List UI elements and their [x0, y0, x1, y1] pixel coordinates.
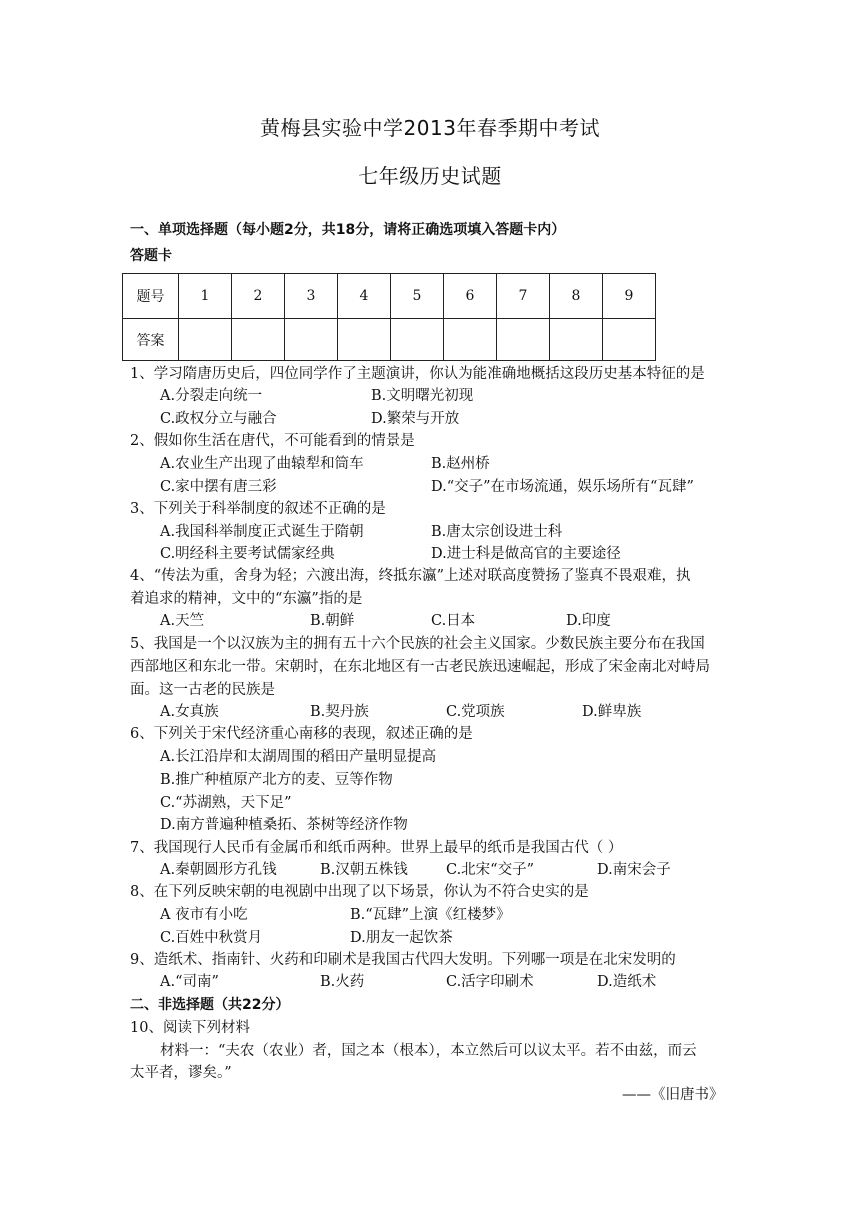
option-c: C.政权分立与融合 [160, 411, 277, 427]
answer-cell[interactable] [179, 319, 232, 361]
question-stem-cont: 面。这一古老的民族是 [130, 682, 275, 698]
question-stem: 1、学习隋唐历史后，四位同学作了主题演讲，你认为能准确地概括这段历史基本特征的是 [130, 366, 705, 382]
question-stem-cont: 西部地区和东北一带。宋朝时，在东北地区有一古老民族迅速崛起，形成了宋金南北对峙局 [130, 659, 710, 675]
answer-cell[interactable] [285, 319, 338, 361]
option-d: D.朋友一起饮茶 [350, 930, 453, 946]
table-cell: 5 [391, 274, 444, 319]
option-c: C.日本 [431, 613, 476, 629]
table-cell: 答案 [123, 319, 179, 361]
option-d: D.造纸术 [597, 974, 657, 990]
section2-heading: 二、非选择题（共22分） [130, 997, 290, 1013]
option-d: D.印度 [566, 613, 611, 629]
answer-cell[interactable] [444, 319, 497, 361]
option-d: D.繁荣与开放 [371, 411, 460, 427]
material-source: ——《旧唐书》 [622, 1087, 724, 1103]
option-a: A.我国科举制度正式诞生于隋朝 [160, 524, 364, 540]
option-a: A.秦朝圆形方孔钱 [160, 862, 277, 878]
question-stem: 3、下列关于科举制度的叙述不正确的是 [130, 501, 386, 517]
table-cell: 7 [497, 274, 550, 319]
question-stem: 10、阅读下列材料 [130, 1020, 250, 1036]
table-cell: 8 [550, 274, 603, 319]
option-b: B.赵州桥 [431, 456, 490, 472]
option-d: D.南宋会子 [597, 862, 671, 878]
question-stem: 7、我国现行人民币有金属币和纸币两种。世界上最早的纸币是我国古代（ ） [130, 840, 623, 856]
option-a: A.女真族 [160, 704, 219, 720]
option-b: B.朝鲜 [310, 613, 355, 629]
table-cell: 1 [179, 274, 232, 319]
option-c: C.活字印刷术 [446, 974, 534, 990]
option-b: B.契丹族 [310, 704, 369, 720]
option-b: B.唐太宗创设进士科 [431, 524, 563, 540]
option-d: D.“交子”在市场流通，娱乐场所有“瓦肆” [431, 479, 694, 495]
section1-heading: 一、单项选择题（每小题2分，共18分，请将正确选项填入答题卡内） [130, 222, 566, 238]
option-c: C.党项族 [446, 704, 505, 720]
answer-cell[interactable] [550, 319, 603, 361]
option-b: B.“瓦肆”上演《红楼梦》 [350, 907, 511, 923]
table-cell: 题号 [123, 274, 179, 319]
option-d: D.南方普遍种植桑拓、茶树等经济作物 [160, 817, 408, 833]
answer-cell[interactable] [338, 319, 391, 361]
table-cell: 2 [232, 274, 285, 319]
answer-cell[interactable] [603, 319, 656, 361]
question-stem-cont: 着追求的精神，文中的“东瀛”指的是 [130, 591, 363, 607]
exam-subtitle: 七年级历史试题 [358, 164, 502, 188]
option-c: C.北宋“交子” [446, 862, 535, 878]
answer-cell[interactable] [497, 319, 550, 361]
question-stem: 5、我国是一个以汉族为主的拥有五十六个民族的社会主义国家。少数民族主要分布在我国 [130, 636, 705, 652]
option-c: C.家中摆有唐三彩 [160, 479, 277, 495]
option-d: D.鲜卑族 [582, 704, 642, 720]
option-c: C.明经科主要考试儒家经典 [160, 546, 335, 562]
question-stem: 2、假如你生活在唐代，不可能看到的情景是 [130, 433, 415, 449]
option-b: B.推广种植原产北方的麦、豆等作物 [160, 772, 393, 788]
answer-card-label: 答题卡 [130, 248, 172, 264]
question-stem: 9、造纸术、指南针、火药和印刷术是我国古代四大发明。下列哪一项是在北宋发明的 [130, 952, 676, 968]
question-stem: 6、下列关于宋代经济重心南移的表现，叙述正确的是 [130, 726, 473, 742]
option-a: A.农业生产出现了曲辕犁和筒车 [160, 456, 364, 472]
exam-title: 黄梅县实验中学2013年春季期中考试 [260, 116, 600, 140]
option-b: B.火药 [320, 974, 365, 990]
option-c: C.“苏湖熟，天下足” [160, 795, 292, 811]
answer-cell[interactable] [232, 319, 285, 361]
option-a: A.长江沿岸和太湖周围的稻田产量明显提高 [160, 749, 437, 765]
table-cell: 9 [603, 274, 656, 319]
option-c: C.百姓中秋赏月 [160, 930, 263, 946]
option-b: B.汉朝五株钱 [320, 862, 408, 878]
table-row [123, 274, 656, 319]
question-stem: 8、在下列反映宋朝的电视剧中出现了以下场景，你认为不符合史实的是 [130, 884, 589, 900]
option-a: A 夜市有小吃 [160, 907, 248, 923]
table-cell: 3 [285, 274, 338, 319]
material-text: 材料一：“夫农（农业）者，国之本（根本），本立然后可以议太平。若不由兹，而云 [160, 1043, 697, 1059]
option-a: A.分裂走向统一 [160, 388, 263, 404]
table-cell: 4 [338, 274, 391, 319]
option-a: A.天竺 [160, 613, 205, 629]
table-cell: 6 [444, 274, 497, 319]
table-row [123, 319, 656, 361]
material-text-cont: 太平者，谬矣。” [130, 1065, 232, 1081]
answer-cell[interactable] [391, 319, 444, 361]
answer-card-table [122, 273, 656, 361]
option-b: B.文明曙光初现 [371, 388, 474, 404]
option-d: D.进士科是做高官的主要途径 [431, 546, 621, 562]
option-a: A.“司南” [160, 974, 219, 990]
question-stem: 4、“传法为重，舍身为轻；六渡出海，终抵东瀛”上述对联高度赞扬了鉴真不畏艰难，执 [130, 568, 691, 584]
